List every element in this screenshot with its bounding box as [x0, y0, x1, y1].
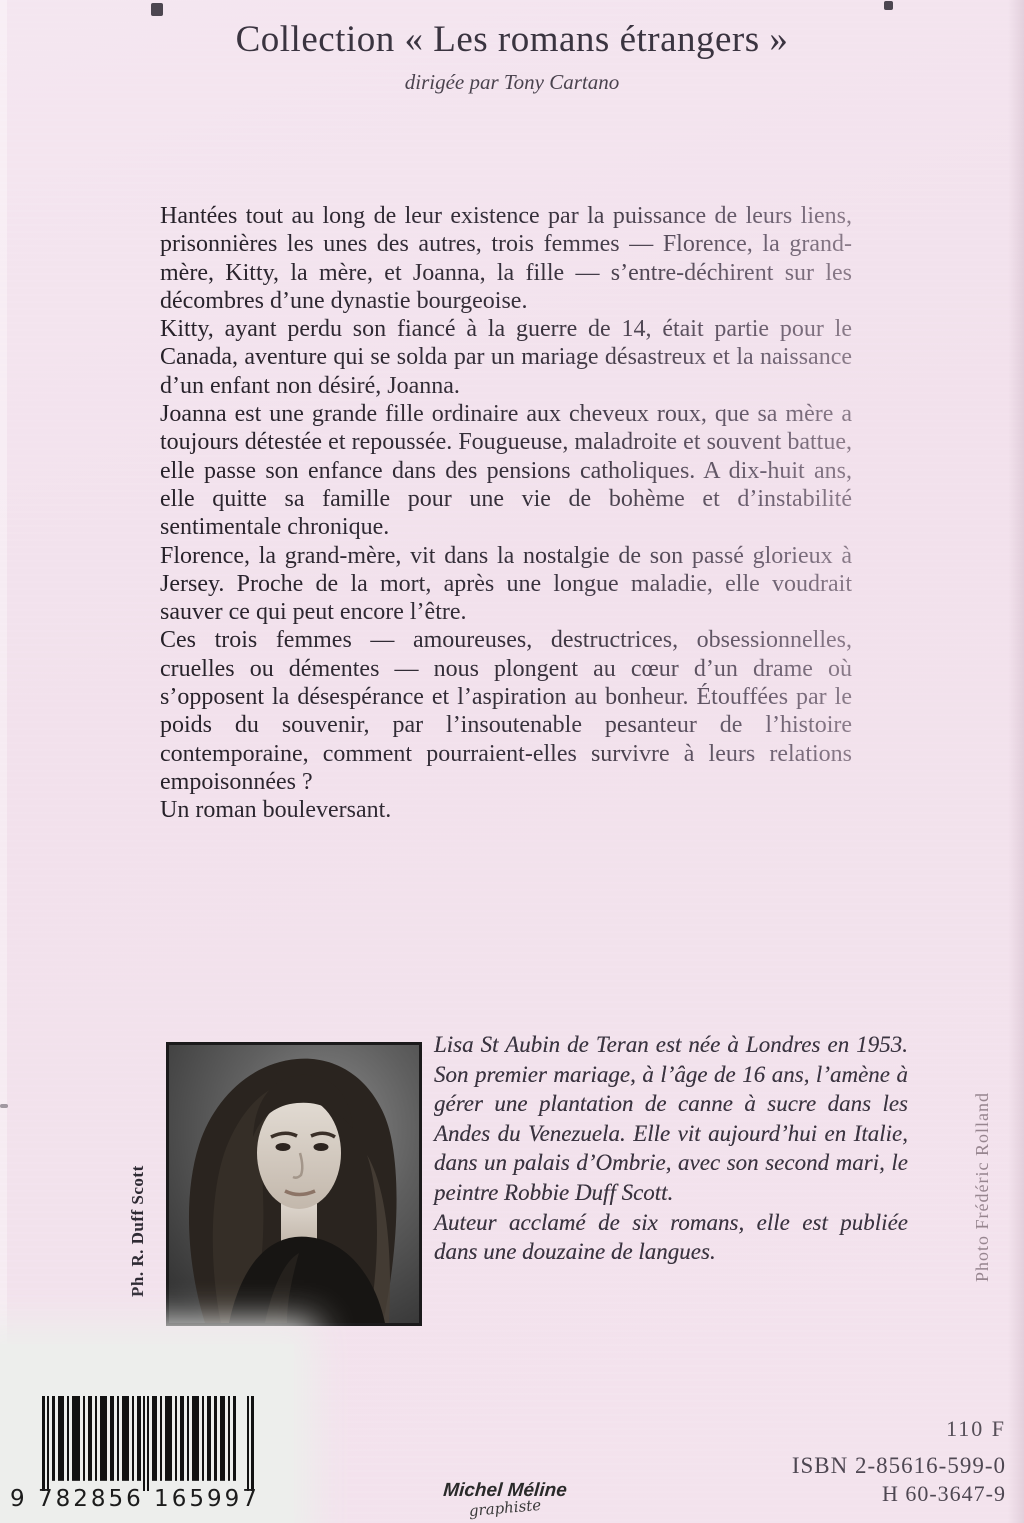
bio-paragraph: Lisa St Aubin de Teran est née à Londres en 1953. Son premier mariage, à l’âge de 16 ans, l’amène à gérer une plantation de canne à sucre dans les Andes du Venezuela. Elle vit aujourd’hui en Italie, dans un palais d’Ombrie, avec son second mari, le peintre Robbie Duff Scott. [434, 1032, 908, 1205]
publisher-reference: H 60-3647-9 [881, 1481, 1006, 1506]
pricing-block [700, 1416, 1006, 1508]
synopsis-paragraph: Hantées tout au long de leur existence par la puissance de leurs liens, prisonnières les unes des autres, trois femmes — Florence, la grand-mère, Kitty, la mère, et Joanna, la fille — s’entre-déchirent sur les décombres d’une dynastie bourgeoise. [160, 203, 852, 314]
scan-speck [151, 3, 163, 16]
barcode-panel [0, 1344, 294, 1523]
scan-speck [884, 1, 893, 10]
price: 110 F [946, 1416, 1006, 1441]
portrait-photo-credit: Ph. R. Duff Scott [128, 1165, 147, 1297]
isbn: ISBN 2-85616-599-0 [791, 1453, 1006, 1478]
scan-speck [0, 1104, 8, 1108]
barcode-digits: 9 782856 165997 [10, 1486, 260, 1512]
cover-photo-credit: Photo Frédéric Rolland [972, 1092, 992, 1282]
publisher-name: Michel Méline [442, 1480, 568, 1501]
synopsis-paragraph: Un roman bouleversant. [160, 797, 392, 824]
synopsis-paragraph: Florence, la grand-mère, vit dans la nostalgie de son passé glorieux à Jersey. Proche de la mort, après une longue maladie, elle voudrait sauver ce qui peut encore l’être. [160, 542, 852, 626]
collection-title: Collection « Les romans étrangers » [235, 19, 789, 60]
synopsis-paragraph: Kitty, ayant perdu son fiancé à la guerre de 14, était partie pour le Canada, aventure qui se solda par un mariage désastreux et la naissance d’un enfant non désiré, Joanna. [160, 316, 852, 399]
collection-subtitle: dirigée par Tony Cartano [404, 70, 620, 94]
synopsis-paragraph: Ces trois femmes — amoureuses, destructrices, obsessionnelles, cruelles ou démentes — nous plongent au cœur d’un drame où s’opposent la désespérance et l’aspiration au bonheur. Étouffées par le poids du souvenir, par l’insoutenable pesanteur de l’histoire contemporaine, comment pourraient-elles survivre à leurs relations empoisonnées ? [160, 627, 852, 795]
barcode-icon [42, 1396, 254, 1491]
portrait-illustration [169, 1045, 419, 1323]
bio-paragraph: Auteur acclamé de six romans, elle est publiée dans une douzaine de langues. [434, 1209, 908, 1265]
synopsis-paragraph: Joanna est une grande fille ordinaire aux cheveux roux, que sa mère a toujours détestée et repoussée. Fougueuse, maladroite et souvent battue, elle passe son enfance dans des pensions catholiques. A dix-huit ans, elle quitte sa famille pour une vie de bohème et d’instabilité sentimentale chronique. [160, 401, 852, 541]
synopsis-text [160, 202, 852, 825]
author-portrait-photo [166, 1042, 422, 1326]
author-bio [434, 1030, 908, 1267]
publisher-subtitle: graphiste [468, 1495, 542, 1521]
publisher-logo [430, 1480, 580, 1521]
